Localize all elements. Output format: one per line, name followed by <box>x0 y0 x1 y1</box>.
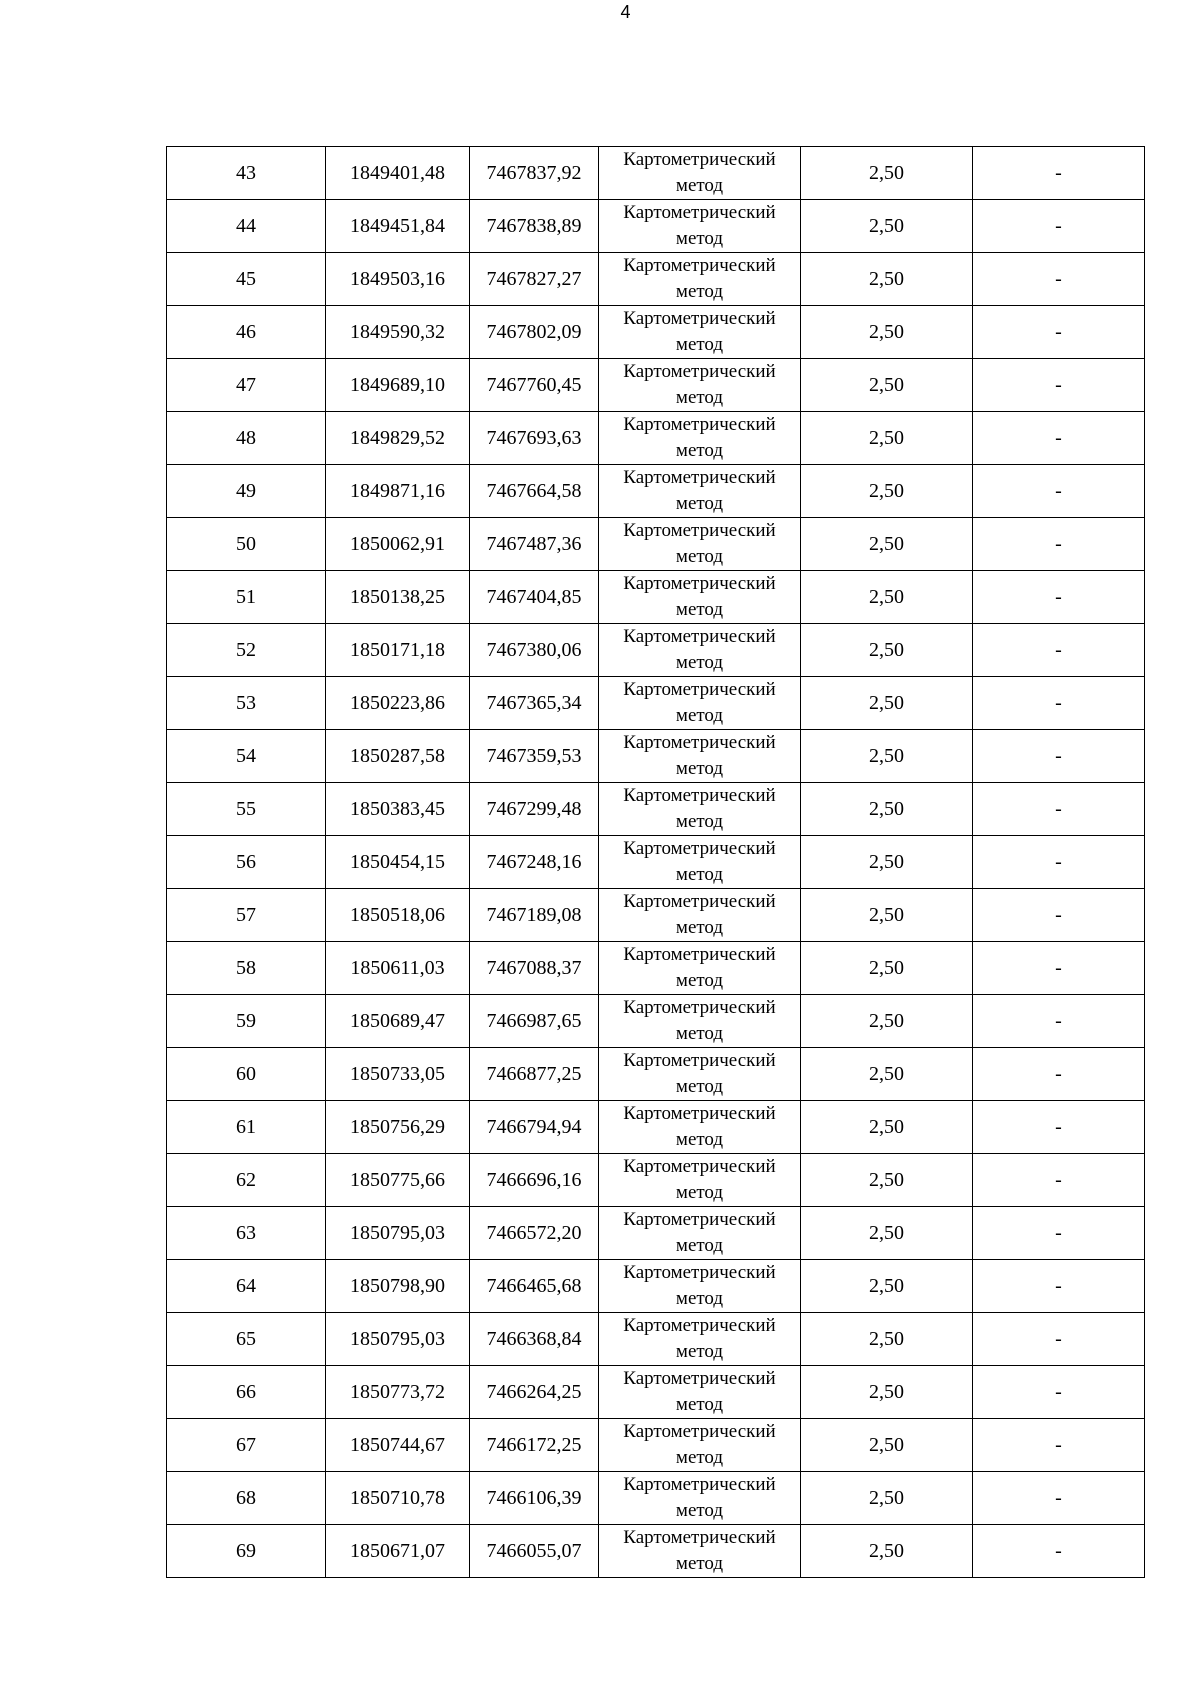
x-coordinate-cell: 1850171,18 <box>326 624 470 677</box>
note-cell: - <box>973 995 1145 1048</box>
method-line-1: Картометрический <box>623 308 776 329</box>
y-coordinate-cell: 7466106,39 <box>470 1472 599 1525</box>
y-coordinate-cell: 7466465,68 <box>470 1260 599 1313</box>
method-line-1: Картометрический <box>623 1262 776 1283</box>
accuracy-cell: 2,50 <box>801 836 973 889</box>
note-cell: - <box>973 783 1145 836</box>
method-line-1: Картометрический <box>623 626 776 647</box>
accuracy-cell: 2,50 <box>801 1525 973 1578</box>
note-cell: - <box>973 889 1145 942</box>
point-number-cell: 61 <box>167 1101 326 1154</box>
table-row <box>167 783 1145 836</box>
y-coordinate-cell: 7466264,25 <box>470 1366 599 1419</box>
x-coordinate-cell: 1850798,90 <box>326 1260 470 1313</box>
point-number-cell: 58 <box>167 942 326 995</box>
x-coordinate-cell: 1849689,10 <box>326 359 470 412</box>
method-cell <box>599 200 801 253</box>
table-row <box>167 1260 1145 1313</box>
table-row <box>167 1048 1145 1101</box>
table-row <box>167 200 1145 253</box>
point-number-cell: 51 <box>167 571 326 624</box>
table-row <box>167 730 1145 783</box>
method-line-2: метод <box>675 1288 724 1309</box>
x-coordinate-cell: 1849503,16 <box>326 253 470 306</box>
note-cell: - <box>973 1101 1145 1154</box>
accuracy-cell: 2,50 <box>801 200 973 253</box>
method-cell <box>599 1419 801 1472</box>
method-line-1: Картометрический <box>623 785 776 806</box>
accuracy-cell: 2,50 <box>801 359 973 412</box>
table-row <box>167 1207 1145 1260</box>
accuracy-cell: 2,50 <box>801 995 973 1048</box>
table-row <box>167 995 1145 1048</box>
method-cell <box>599 1313 801 1366</box>
x-coordinate-cell: 1850671,07 <box>326 1525 470 1578</box>
method-line-2: метод <box>675 1394 724 1415</box>
y-coordinate-cell: 7467189,08 <box>470 889 599 942</box>
method-cell <box>599 730 801 783</box>
point-number-cell: 64 <box>167 1260 326 1313</box>
method-line-2: метод <box>675 1182 724 1203</box>
point-number-cell: 48 <box>167 412 326 465</box>
method-line-1: Картометрический <box>623 1421 776 1442</box>
y-coordinate-cell: 7466572,20 <box>470 1207 599 1260</box>
x-coordinate-cell: 1850744,67 <box>326 1419 470 1472</box>
note-cell: - <box>973 1260 1145 1313</box>
y-coordinate-cell: 7467838,89 <box>470 200 599 253</box>
method-cell <box>599 412 801 465</box>
table-row <box>167 1313 1145 1366</box>
x-coordinate-cell: 1849829,52 <box>326 412 470 465</box>
table-row <box>167 1525 1145 1578</box>
note-cell: - <box>973 677 1145 730</box>
y-coordinate-cell: 7467404,85 <box>470 571 599 624</box>
method-line-2: метод <box>675 228 724 249</box>
x-coordinate-cell: 1850756,29 <box>326 1101 470 1154</box>
method-line-1: Картометрический <box>623 255 776 276</box>
method-line-1: Картометрический <box>623 891 776 912</box>
method-line-2: метод <box>675 334 724 355</box>
note-cell: - <box>973 253 1145 306</box>
table-row <box>167 147 1145 200</box>
method-cell <box>599 1260 801 1313</box>
table-row <box>167 624 1145 677</box>
table-row <box>167 359 1145 412</box>
point-number-cell: 49 <box>167 465 326 518</box>
note-cell: - <box>973 200 1145 253</box>
accuracy-cell: 2,50 <box>801 412 973 465</box>
table-row <box>167 942 1145 995</box>
x-coordinate-cell: 1849451,84 <box>326 200 470 253</box>
method-line-1: Картометрический <box>623 679 776 700</box>
accuracy-cell: 2,50 <box>801 306 973 359</box>
table-row <box>167 518 1145 571</box>
x-coordinate-cell: 1850710,78 <box>326 1472 470 1525</box>
y-coordinate-cell: 7466368,84 <box>470 1313 599 1366</box>
x-coordinate-cell: 1850383,45 <box>326 783 470 836</box>
method-line-2: метод <box>675 1500 724 1521</box>
method-line-2: метод <box>675 440 724 461</box>
method-cell <box>599 889 801 942</box>
method-line-2: метод <box>675 652 724 673</box>
y-coordinate-cell: 7466877,25 <box>470 1048 599 1101</box>
method-line-2: метод <box>675 970 724 991</box>
x-coordinate-cell: 1850518,06 <box>326 889 470 942</box>
note-cell: - <box>973 1525 1145 1578</box>
x-coordinate-cell: 1850795,03 <box>326 1207 470 1260</box>
table-row <box>167 836 1145 889</box>
method-line-1: Картометрический <box>623 1315 776 1336</box>
point-number-cell: 44 <box>167 200 326 253</box>
method-line-1: Картометрический <box>623 944 776 965</box>
point-number-cell: 68 <box>167 1472 326 1525</box>
note-cell: - <box>973 518 1145 571</box>
table-row <box>167 1419 1145 1472</box>
y-coordinate-cell: 7467802,09 <box>470 306 599 359</box>
accuracy-cell: 2,50 <box>801 942 973 995</box>
method-line-2: метод <box>675 493 724 514</box>
note-cell: - <box>973 836 1145 889</box>
method-line-1: Картометрический <box>623 732 776 753</box>
method-line-1: Картометрический <box>623 997 776 1018</box>
method-line-2: метод <box>675 1129 724 1150</box>
note-cell: - <box>973 306 1145 359</box>
y-coordinate-cell: 7467487,36 <box>470 518 599 571</box>
method-line-1: Картометрический <box>623 1368 776 1389</box>
method-line-1: Картометрический <box>623 1050 776 1071</box>
y-coordinate-cell: 7467359,53 <box>470 730 599 783</box>
note-cell: - <box>973 730 1145 783</box>
method-line-1: Картометрический <box>623 1103 776 1124</box>
method-cell <box>599 1525 801 1578</box>
x-coordinate-cell: 1849590,32 <box>326 306 470 359</box>
method-cell <box>599 253 801 306</box>
table-row <box>167 889 1145 942</box>
y-coordinate-cell: 7466055,07 <box>470 1525 599 1578</box>
accuracy-cell: 2,50 <box>801 889 973 942</box>
accuracy-cell: 2,50 <box>801 783 973 836</box>
x-coordinate-cell: 1850773,72 <box>326 1366 470 1419</box>
table-row <box>167 306 1145 359</box>
point-number-cell: 52 <box>167 624 326 677</box>
table-row <box>167 677 1145 730</box>
method-line-2: метод <box>675 1553 724 1574</box>
accuracy-cell: 2,50 <box>801 518 973 571</box>
method-line-2: метод <box>675 705 724 726</box>
table-row <box>167 571 1145 624</box>
method-cell <box>599 1048 801 1101</box>
method-line-1: Картометрический <box>623 1209 776 1230</box>
method-line-1: Картометрический <box>623 361 776 382</box>
method-cell <box>599 306 801 359</box>
point-number-cell: 55 <box>167 783 326 836</box>
note-cell: - <box>973 465 1145 518</box>
method-cell <box>599 836 801 889</box>
point-number-cell: 57 <box>167 889 326 942</box>
accuracy-cell: 2,50 <box>801 1048 973 1101</box>
y-coordinate-cell: 7466794,94 <box>470 1101 599 1154</box>
accuracy-cell: 2,50 <box>801 677 973 730</box>
note-cell: - <box>973 624 1145 677</box>
y-coordinate-cell: 7466696,16 <box>470 1154 599 1207</box>
point-number-cell: 65 <box>167 1313 326 1366</box>
accuracy-cell: 2,50 <box>801 1101 973 1154</box>
method-line-2: метод <box>675 864 724 885</box>
method-line-1: Картометрический <box>623 1527 776 1548</box>
method-cell <box>599 677 801 730</box>
x-coordinate-cell: 1850062,91 <box>326 518 470 571</box>
method-line-1: Картометрический <box>623 202 776 223</box>
y-coordinate-cell: 7466172,25 <box>470 1419 599 1472</box>
method-cell <box>599 1207 801 1260</box>
x-coordinate-cell: 1850611,03 <box>326 942 470 995</box>
method-line-2: метод <box>675 811 724 832</box>
note-cell: - <box>973 942 1145 995</box>
method-line-1: Картометрический <box>623 838 776 859</box>
point-number-cell: 50 <box>167 518 326 571</box>
x-coordinate-cell: 1850287,58 <box>326 730 470 783</box>
coordinates-table-body <box>167 147 1145 1578</box>
x-coordinate-cell: 1850775,66 <box>326 1154 470 1207</box>
method-line-1: Картометрический <box>623 467 776 488</box>
y-coordinate-cell: 7467693,63 <box>470 412 599 465</box>
method-line-1: Картометрический <box>623 1474 776 1495</box>
table-row <box>167 1472 1145 1525</box>
point-number-cell: 46 <box>167 306 326 359</box>
point-number-cell: 66 <box>167 1366 326 1419</box>
method-line-2: метод <box>675 917 724 938</box>
table-row <box>167 1101 1145 1154</box>
point-number-cell: 69 <box>167 1525 326 1578</box>
method-line-2: метод <box>675 599 724 620</box>
method-line-2: метод <box>675 387 724 408</box>
method-cell <box>599 1154 801 1207</box>
note-cell: - <box>973 359 1145 412</box>
point-number-cell: 53 <box>167 677 326 730</box>
method-line-2: метод <box>675 1447 724 1468</box>
point-number-cell: 62 <box>167 1154 326 1207</box>
method-line-1: Картометрический <box>623 1156 776 1177</box>
accuracy-cell: 2,50 <box>801 1207 973 1260</box>
method-line-1: Картометрический <box>623 573 776 594</box>
note-cell: - <box>973 412 1145 465</box>
note-cell: - <box>973 147 1145 200</box>
page-number: 4 <box>620 2 631 22</box>
method-cell <box>599 571 801 624</box>
method-cell <box>599 1472 801 1525</box>
accuracy-cell: 2,50 <box>801 253 973 306</box>
accuracy-cell: 2,50 <box>801 465 973 518</box>
table-row <box>167 412 1145 465</box>
method-line-2: метод <box>675 281 724 302</box>
x-coordinate-cell: 1849401,48 <box>326 147 470 200</box>
accuracy-cell: 2,50 <box>801 571 973 624</box>
point-number-cell: 63 <box>167 1207 326 1260</box>
point-number-cell: 47 <box>167 359 326 412</box>
x-coordinate-cell: 1850689,47 <box>326 995 470 1048</box>
method-cell <box>599 1366 801 1419</box>
x-coordinate-cell: 1850223,86 <box>326 677 470 730</box>
table-row <box>167 1366 1145 1419</box>
accuracy-cell: 2,50 <box>801 1313 973 1366</box>
accuracy-cell: 2,50 <box>801 1366 973 1419</box>
method-cell <box>599 995 801 1048</box>
y-coordinate-cell: 7467088,37 <box>470 942 599 995</box>
note-cell: - <box>973 571 1145 624</box>
coordinates-table <box>166 146 1145 1578</box>
method-line-2: метод <box>675 1076 724 1097</box>
accuracy-cell: 2,50 <box>801 1260 973 1313</box>
table-row <box>167 1154 1145 1207</box>
point-number-cell: 60 <box>167 1048 326 1101</box>
point-number-cell: 67 <box>167 1419 326 1472</box>
method-cell <box>599 359 801 412</box>
note-cell: - <box>973 1154 1145 1207</box>
accuracy-cell: 2,50 <box>801 624 973 677</box>
accuracy-cell: 2,50 <box>801 1154 973 1207</box>
method-cell <box>599 465 801 518</box>
y-coordinate-cell: 7467760,45 <box>470 359 599 412</box>
note-cell: - <box>973 1472 1145 1525</box>
method-cell <box>599 147 801 200</box>
y-coordinate-cell: 7466987,65 <box>470 995 599 1048</box>
y-coordinate-cell: 7467664,58 <box>470 465 599 518</box>
method-line-2: метод <box>675 1023 724 1044</box>
x-coordinate-cell: 1849871,16 <box>326 465 470 518</box>
table-row <box>167 465 1145 518</box>
point-number-cell: 43 <box>167 147 326 200</box>
method-line-2: метод <box>675 758 724 779</box>
x-coordinate-cell: 1850454,15 <box>326 836 470 889</box>
accuracy-cell: 2,50 <box>801 1472 973 1525</box>
y-coordinate-cell: 7467827,27 <box>470 253 599 306</box>
y-coordinate-cell: 7467380,06 <box>470 624 599 677</box>
note-cell: - <box>973 1313 1145 1366</box>
method-cell <box>599 518 801 571</box>
x-coordinate-cell: 1850733,05 <box>326 1048 470 1101</box>
y-coordinate-cell: 7467299,48 <box>470 783 599 836</box>
method-cell <box>599 783 801 836</box>
y-coordinate-cell: 7467365,34 <box>470 677 599 730</box>
table-row <box>167 253 1145 306</box>
method-line-1: Картометрический <box>623 414 776 435</box>
y-coordinate-cell: 7467837,92 <box>470 147 599 200</box>
method-line-1: Картометрический <box>623 520 776 541</box>
method-line-1: Картометрический <box>623 149 776 170</box>
y-coordinate-cell: 7467248,16 <box>470 836 599 889</box>
method-line-2: метод <box>675 1341 724 1362</box>
point-number-cell: 45 <box>167 253 326 306</box>
accuracy-cell: 2,50 <box>801 1419 973 1472</box>
accuracy-cell: 2,50 <box>801 147 973 200</box>
accuracy-cell: 2,50 <box>801 730 973 783</box>
x-coordinate-cell: 1850138,25 <box>326 571 470 624</box>
note-cell: - <box>973 1419 1145 1472</box>
method-line-2: метод <box>675 546 724 567</box>
x-coordinate-cell: 1850795,03 <box>326 1313 470 1366</box>
note-cell: - <box>973 1207 1145 1260</box>
method-cell <box>599 624 801 677</box>
point-number-cell: 56 <box>167 836 326 889</box>
method-cell <box>599 1101 801 1154</box>
note-cell: - <box>973 1366 1145 1419</box>
point-number-cell: 59 <box>167 995 326 1048</box>
point-number-cell: 54 <box>167 730 326 783</box>
method-line-2: метод <box>675 175 724 196</box>
note-cell: - <box>973 1048 1145 1101</box>
method-line-2: метод <box>675 1235 724 1256</box>
method-cell <box>599 942 801 995</box>
